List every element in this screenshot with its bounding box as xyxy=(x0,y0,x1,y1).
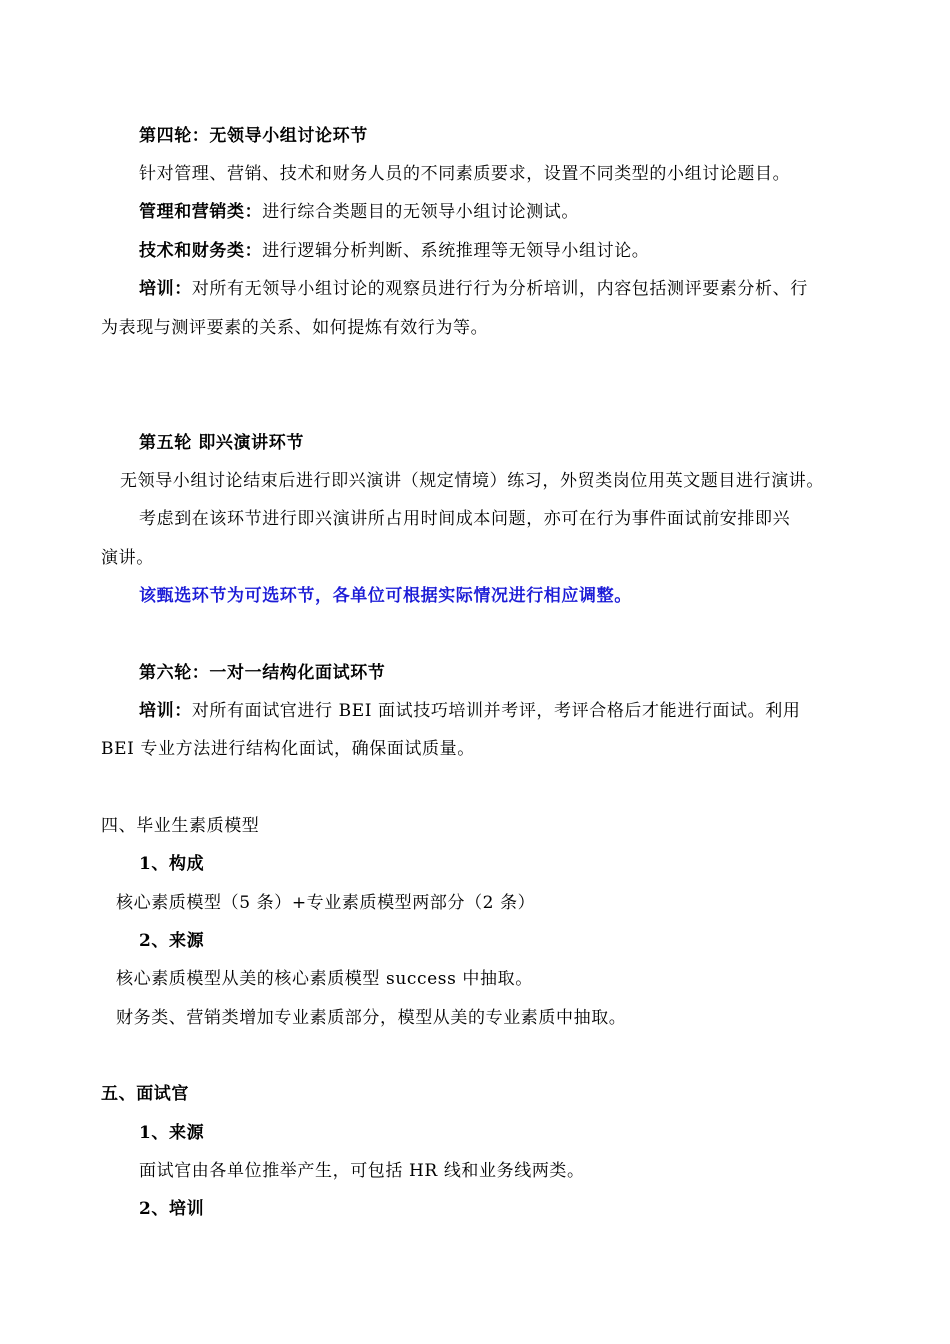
round4-mgmt-paragraph xyxy=(139,200,579,224)
round4-tech-paragraph xyxy=(139,239,649,263)
section4-sub2-heading: 2、来源 xyxy=(139,931,205,951)
round4-heading: 第四轮：无领导小组讨论环节 xyxy=(139,126,368,146)
section5-heading: 五、面试官 xyxy=(101,1084,189,1104)
section5-sub1-text: 面试官由各单位推举产生，可包括 HR 线和业务线两类。 xyxy=(139,1161,585,1181)
round4-training-paragraph xyxy=(139,277,808,301)
round4-intro: 针对管理、营销、技术和财务人员的不同素质要求，设置不同类型的小组讨论题目。 xyxy=(139,164,791,184)
round4-tech-text: 进行逻辑分析判断、系统推理等无领导小组讨论。 xyxy=(262,241,650,261)
round5-note: 该甄选环节为可选环节，各单位可根据实际情况进行相应调整。 xyxy=(139,586,632,606)
round6-training-paragraph xyxy=(139,699,800,723)
round5-paragraph-1: 无领导小组讨论结束后进行即兴演讲（规定情境）练习，外贸类岗位用英文题目进行演讲。 xyxy=(120,471,824,491)
round5-paragraph-2: 考虑到在该环节进行即兴演讲所占用时间成本问题，亦可在行为事件面试前安排即兴 xyxy=(139,509,791,529)
round4-training-text-1: 对所有无领导小组讨论的观察员进行行为分析培训，内容包括测评要素分析、行 xyxy=(191,279,808,299)
round4-mgmt-label: 管理和营销类： xyxy=(139,202,263,222)
round4-tech-label: 技术和财务类： xyxy=(139,241,263,261)
section4-sub1-heading: 1、构成 xyxy=(139,854,205,874)
round5-heading: 第五轮 即兴演讲环节 xyxy=(139,433,304,453)
section4-sub2-text-2: 财务类、营销类增加专业素质部分，模型从美的专业素质中抽取。 xyxy=(116,1008,627,1028)
round4-mgmt-text: 进行综合类题目的无领导小组讨论测试。 xyxy=(262,202,580,222)
round4-training-text-2: 为表现与测评要素的关系、如何提炼有效行为等。 xyxy=(101,318,489,338)
section5-sub1-heading: 1、来源 xyxy=(139,1123,205,1143)
round4-training-label: 培训： xyxy=(139,279,192,299)
round6-training-label: 培训： xyxy=(139,701,192,721)
section5-sub2-heading: 2、培训 xyxy=(139,1199,205,1219)
round6-training-text-1: 对所有面试官进行 BEI 面试技巧培训并考评，考评合格后才能进行面试。利用 xyxy=(191,701,801,721)
round5-paragraph-2-cont: 演讲。 xyxy=(101,548,154,568)
section4-sub1-text: 核心素质模型（5 条）+专业素质模型两部分（2 条） xyxy=(116,893,536,913)
section4-heading: 四、毕业生素质模型 xyxy=(101,816,260,836)
section4-sub2-text-1: 核心素质模型从美的核心素质模型 success 中抽取。 xyxy=(116,969,533,989)
round6-heading: 第六轮：一对一结构化面试环节 xyxy=(139,663,386,683)
round6-training-text-2: BEI 专业方法进行结构化面试，确保面试质量。 xyxy=(101,739,475,759)
